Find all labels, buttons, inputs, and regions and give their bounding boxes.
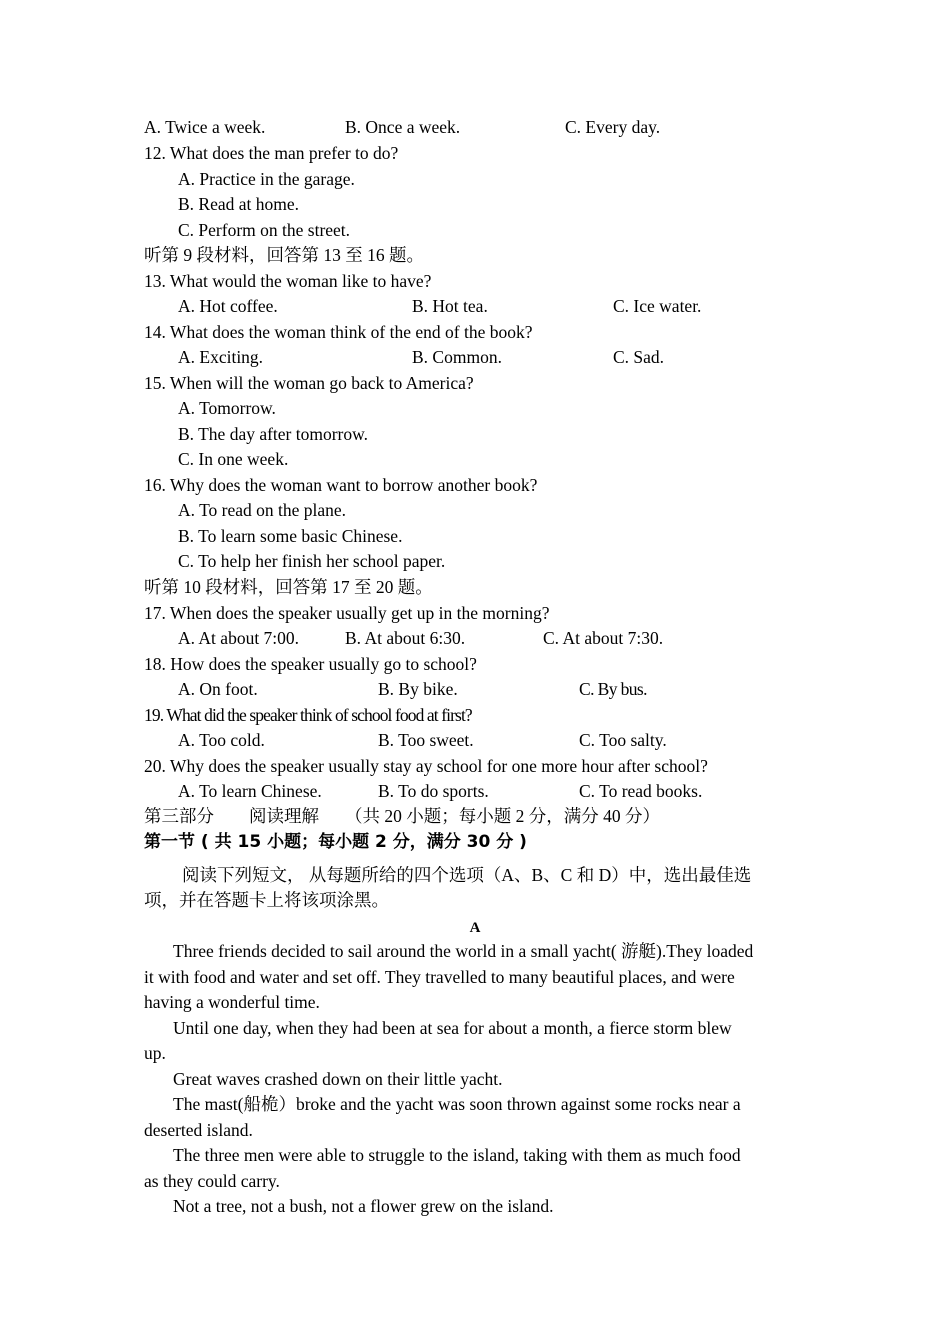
- q20-option-a: A. To learn Chinese.: [178, 781, 322, 801]
- passage-line-4: Until one day, when they had been at sea for about a month, a fierce storm blew: [173, 1018, 732, 1038]
- part3-name: 阅读理解: [249, 806, 319, 826]
- passage-line-5: up.: [144, 1043, 166, 1063]
- q20-stem: 20. Why does the speaker usually stay ay school for one more hour after school?: [144, 756, 708, 776]
- q12-stem: 12. What does the man prefer to do?: [144, 143, 399, 163]
- q11-option-b: B. Once a week.: [345, 117, 461, 137]
- q18-stem: 18. How does the speaker usually go to school?: [144, 654, 477, 674]
- q17-option-a: A. At about 7:00.: [178, 628, 300, 648]
- q16-option-c: C. To help her finish her school paper.: [178, 551, 446, 571]
- q11-option-a: A. Twice a week.: [144, 117, 266, 137]
- section1-header: 第一节 ( 共 15 小题；每小题 2 分，满分 30 分 ): [144, 832, 527, 852]
- q18-option-c: C. By bus.: [579, 679, 647, 699]
- q11-option-c: C. Every day.: [565, 117, 661, 137]
- part3-title: 第三部分: [144, 806, 214, 826]
- passage-line-9: The three men were able to struggle to the island, taking with them as much food: [173, 1145, 741, 1165]
- q17-option-c: C. At about 7:30.: [543, 628, 664, 648]
- q19-option-b: B. Too sweet.: [378, 730, 474, 750]
- passage-line-2: it with food and water and set off. They travelled to many beautiful places, and were: [144, 967, 735, 987]
- q13-option-a: A. Hot coffee.: [178, 296, 278, 316]
- instructions-line-1: 阅读下列短文， 从每题所给的四个选项（A、B、C 和 D）中，选出最佳选: [182, 865, 752, 885]
- q14-option-c: C. Sad.: [613, 347, 665, 367]
- q16-option-b: B. To learn some basic Chinese.: [178, 526, 403, 546]
- q17-option-b: B. At about 6:30.: [345, 628, 466, 648]
- q19-option-c: C. Too salty.: [579, 730, 667, 750]
- section10-header: 听第 10 段材料，回答第 17 至 20 题。: [144, 577, 433, 597]
- q19-stem: 19. What did the speaker think of school food at first?: [144, 705, 472, 725]
- q12-option-a: A. Practice in the garage.: [178, 169, 355, 189]
- q16-option-a: A. To read on the plane.: [178, 500, 347, 520]
- q19-option-a: A. Too cold.: [178, 730, 265, 750]
- q13-option-b: B. Hot tea.: [412, 296, 488, 316]
- q14-stem: 14. What does the woman think of the end of the book?: [144, 322, 533, 342]
- passage-label: A: [469, 920, 481, 936]
- part3-score: （共 20 小题；每小题 2 分，满分 40 分）: [345, 806, 660, 826]
- q13-stem: 13. What would the woman like to have?: [144, 271, 432, 291]
- passage-line-8: deserted island.: [144, 1120, 253, 1140]
- q14-option-b: B. Common.: [412, 347, 502, 367]
- q15-option-a: A. Tomorrow.: [178, 398, 276, 418]
- passage-line-10: as they could carry.: [144, 1171, 280, 1191]
- q17-stem: 17. When does the speaker usually get up in the morning?: [144, 603, 550, 623]
- section9-header: 听第 9 段材料，回答第 13 至 16 题。: [144, 245, 424, 265]
- passage-line-1: Three friends decided to sail around the world in a small yacht( 游艇).They loaded: [173, 941, 754, 961]
- q15-stem: 15. When will the woman go back to America?: [144, 373, 474, 393]
- q18-option-a: A. On foot.: [178, 679, 258, 699]
- passage-line-11: Not a tree, not a bush, not a flower grew on the island.: [173, 1196, 554, 1216]
- q13-option-c: C. Ice water.: [613, 296, 702, 316]
- q12-option-b: B. Read at home.: [178, 194, 300, 214]
- passage-line-6: Great waves crashed down on their little yacht.: [173, 1069, 503, 1089]
- q12-option-c: C. Perform on the street.: [178, 220, 351, 240]
- q14-option-a: A. Exciting.: [178, 347, 264, 367]
- q15-option-c: C. In one week.: [178, 449, 289, 469]
- q16-stem: 16. Why does the woman want to borrow another book?: [144, 475, 538, 495]
- q18-option-b: B. By bike.: [378, 679, 458, 699]
- passage-line-3: having a wonderful time.: [144, 992, 320, 1012]
- q20-option-b: B. To do sports.: [378, 781, 489, 801]
- q15-option-b: B. The day after tomorrow.: [178, 424, 369, 444]
- q20-option-c: C. To read books.: [579, 781, 703, 801]
- instructions-line-2: 项，并在答题卡上将该项涂黑。: [144, 890, 389, 910]
- passage-line-7: The mast(船桅）broke and the yacht was soon thrown against some rocks near a: [173, 1094, 741, 1114]
